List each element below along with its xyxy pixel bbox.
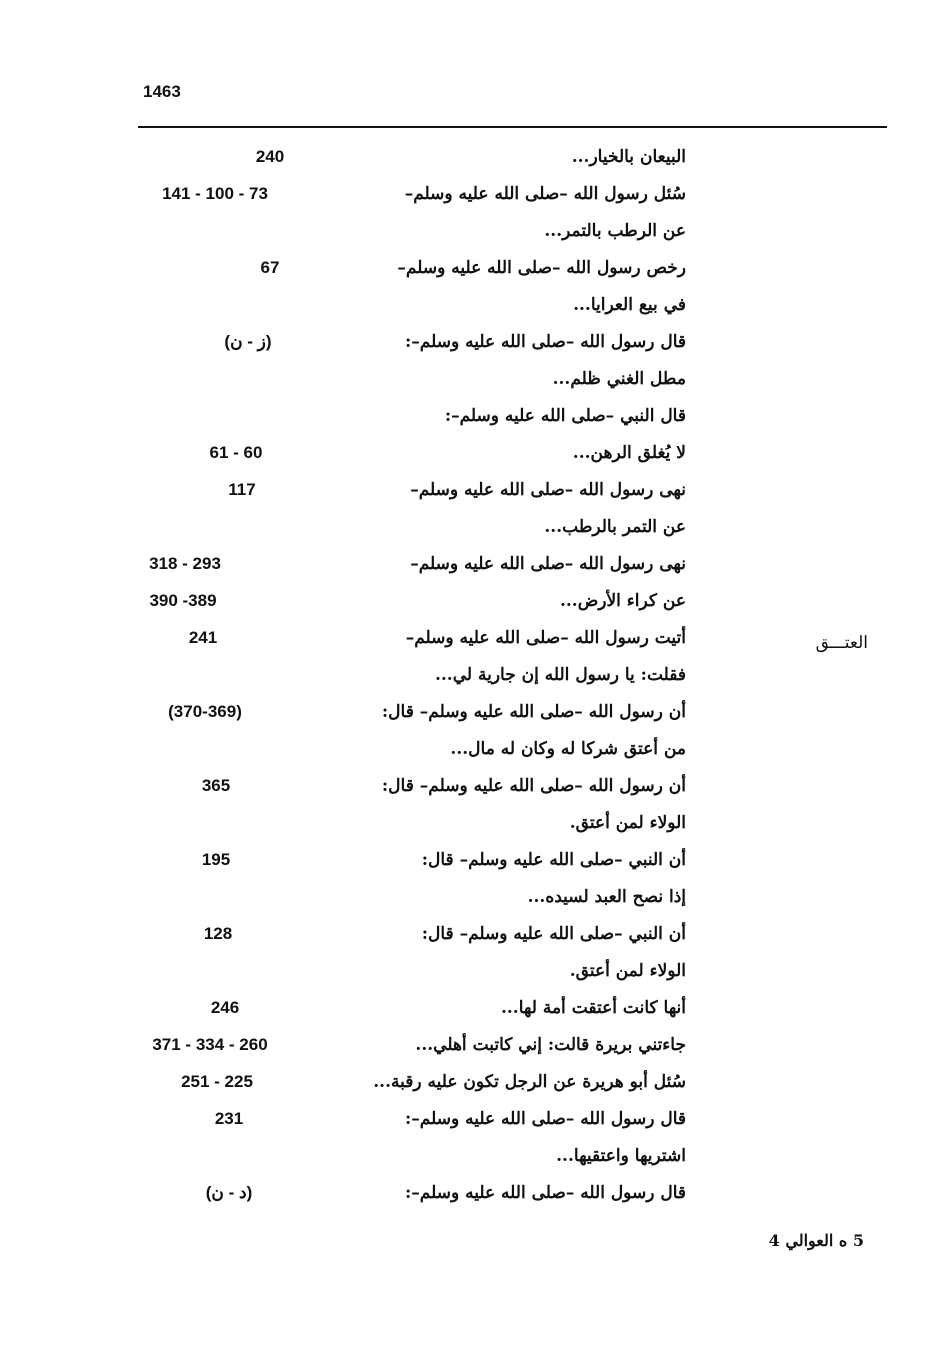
index-row	[0, 697, 948, 727]
index-row	[0, 549, 948, 579]
index-row	[0, 1067, 948, 1097]
hadith-reference: 365	[201, 776, 231, 795]
hadith-text: عن كراء الأرض...	[559, 591, 686, 611]
index-row	[0, 1178, 948, 1208]
hadith-text: أتيت رسول الله –صلى الله عليه وسلم–	[405, 628, 686, 648]
hadith-reference: 195	[201, 850, 231, 869]
hadith-text: أنها كانت أعتقت أمة لها...	[500, 998, 686, 1018]
hadith-reference: 141 - 100 - 73	[162, 184, 268, 203]
hadith-text: مطل الغني ظلم...	[552, 369, 686, 389]
hadith-text: الولاء لمن أعتق.	[569, 961, 686, 981]
hadith-text: فقلت: يا رسول الله إن جارية لي...	[434, 665, 686, 685]
index-row	[0, 919, 948, 949]
hadith-reference: 241	[188, 628, 218, 647]
page-number: 1463	[143, 82, 181, 101]
hadith-reference: (د - ن)	[205, 1183, 253, 1202]
index-row	[0, 1141, 948, 1171]
hadith-reference: 117	[228, 480, 256, 499]
hadith-reference: 371 - 334 - 260	[152, 1035, 268, 1054]
hadith-text: سُئل أبو هريرة عن الرجل تكون عليه رقبة...	[373, 1072, 686, 1092]
index-row	[0, 956, 948, 986]
hadith-text: قال النبي –صلى الله عليه وسلم–:	[444, 406, 686, 426]
index-row	[0, 401, 948, 431]
index-row	[0, 327, 948, 357]
index-row	[0, 290, 948, 320]
hadith-text: من أعتق شركا له وكان له مال...	[450, 739, 686, 759]
hadith-text: رخص رسول الله –صلى الله عليه وسلم–	[397, 258, 686, 278]
hadith-reference: 231	[214, 1109, 244, 1128]
index-row	[0, 993, 948, 1023]
hadith-reference: 251 - 225	[181, 1072, 253, 1091]
hadith-text: قال رسول الله –صلى الله عليه وسلم–:	[405, 1109, 686, 1129]
hadith-text: عن التمر بالرطب...	[544, 517, 686, 537]
hadith-reference: 67	[260, 258, 280, 277]
hadith-text: البيعان بالخيار...	[571, 147, 686, 167]
index-row	[0, 179, 948, 209]
index-row	[0, 216, 948, 246]
index-row	[0, 364, 948, 394]
section-label: العتـــق	[815, 633, 868, 653]
hadith-text: نهى رسول الله –صلى الله عليه وسلم–	[410, 554, 686, 574]
index-row	[0, 1104, 948, 1134]
hadith-reference: 61 - 60	[209, 443, 263, 462]
index-row	[0, 734, 948, 764]
index-row	[0, 845, 948, 875]
hadith-text: سُئل رسول الله –صلى الله عليه وسلم–	[404, 184, 686, 204]
hadith-reference: 128	[203, 924, 233, 943]
hadith-text: أن رسول الله –صلى الله عليه وسلم– قال:	[381, 776, 686, 796]
hadith-reference: (ز - ن)	[224, 332, 272, 351]
hadith-text: جاءتني بريرة قالت: إني كاتبت أهلي...	[415, 1035, 686, 1055]
index-row	[0, 438, 948, 468]
index-row	[0, 660, 948, 690]
hadith-text: نهى رسول الله –صلى الله عليه وسلم–	[410, 480, 686, 500]
hadith-reference: (370-369)	[168, 702, 242, 721]
index-row	[0, 808, 948, 838]
index-row	[0, 512, 948, 542]
hadith-reference: 246	[210, 998, 240, 1017]
hadith-reference: 390 -389	[149, 591, 217, 610]
hadith-text: أن النبي –صلى الله عليه وسلم– قال:	[421, 924, 686, 944]
hadith-text: اشتريها واعتقيها...	[556, 1146, 686, 1166]
hadith-text: أن النبي –صلى الله عليه وسلم– قال:	[421, 850, 686, 870]
hadith-reference: 240	[255, 147, 285, 166]
hadith-text: الولاء لمن أعتق.	[569, 813, 686, 833]
hadith-text: إذا نصح العبد لسيده...	[527, 887, 686, 907]
index-row	[0, 623, 948, 653]
hadith-text: عن الرطب بالتمر...	[544, 221, 686, 241]
index-row	[0, 771, 948, 801]
index-row	[0, 586, 948, 616]
index-row	[0, 253, 948, 283]
hadith-text: أن رسول الله –صلى الله عليه وسلم– قال:	[381, 702, 686, 722]
hadith-text: قال رسول الله –صلى الله عليه وسلم–:	[405, 1183, 686, 1203]
hadith-text: قال رسول الله –صلى الله عليه وسلم–:	[405, 332, 686, 352]
hadith-text: في بيع العرايا...	[573, 295, 686, 315]
hadith-reference: 318 - 293	[149, 554, 221, 573]
index-row	[0, 882, 948, 912]
footer-signature: 5 ه العوالي 4	[768, 1231, 864, 1250]
index-row	[0, 142, 948, 172]
index-row	[0, 1030, 948, 1060]
index-row	[0, 475, 948, 505]
hadith-text: لا يُغلق الرهن...	[572, 443, 686, 463]
